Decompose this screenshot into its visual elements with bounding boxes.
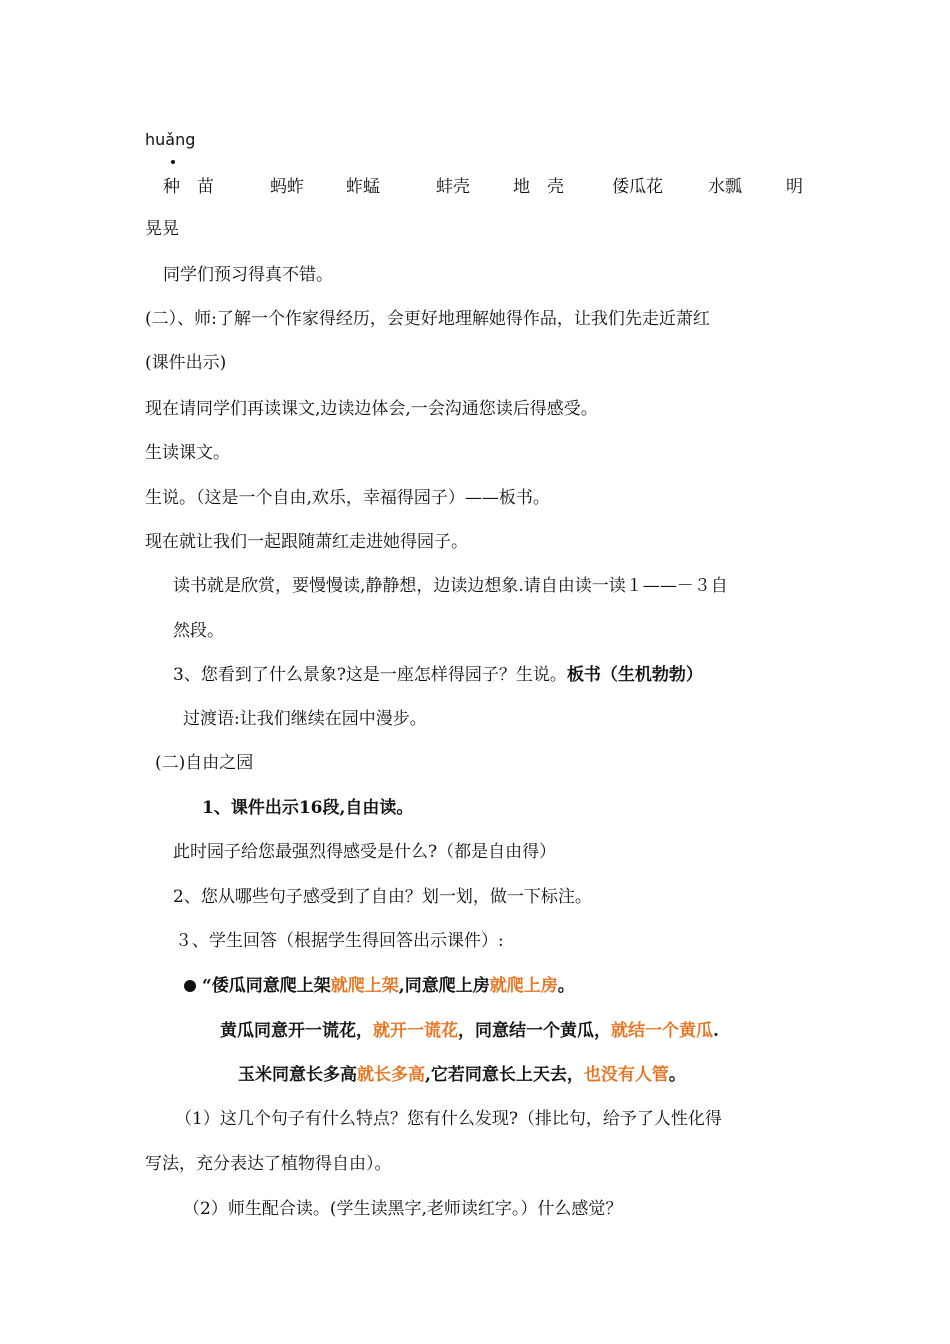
- paragraph: 然段。: [173, 621, 224, 641]
- quoted-sentence: 黄瓜同意开一谎花，就开一谎花，同意结一个黄瓜，就结一个黄瓜.: [220, 1021, 719, 1041]
- paragraph: 过渡语:让我们继续在园中漫步。: [183, 709, 427, 729]
- vocab-word: 水瓢: [708, 177, 742, 197]
- vocab-word: 蚱蜢: [346, 177, 380, 197]
- paragraph: 1、课件出示16段,自由读。: [202, 798, 414, 818]
- paragraph: 同学们预习得真不错。: [163, 265, 333, 285]
- quoted-sentence: 玉米同意长多高就长多高,它若同意长上天去，也没有人管。: [238, 1065, 686, 1085]
- paragraph: 现在请同学们再读课文,边读边体会,一会沟通您读后得感受。: [145, 399, 598, 419]
- paragraph: （2）师生配合读。(学生读黑字,老师读红字。）什么感觉？: [183, 1199, 623, 1219]
- bullet-icon: [184, 980, 196, 992]
- vocab-word: 蚌壳: [436, 177, 470, 197]
- pinyin-annotation: huǎng: [145, 130, 196, 149]
- emphasis-dot: [171, 160, 175, 164]
- vocab-word: 地 壳: [513, 177, 564, 197]
- paragraph: 读书就是欣赏，要慢慢读,静静想，边读边想象.请自由读一读１——－３自: [173, 576, 728, 596]
- paragraph: 此时园子给您最强烈得感受是什么?（都是自由得）: [173, 842, 557, 862]
- paragraph: 现在就让我们一起跟随萧红走进她得园子。: [145, 532, 468, 552]
- vocab-word: 倭瓜花: [612, 177, 663, 197]
- paragraph: 生说。（这是一个自由,欢乐，幸福得园子）——板书。: [145, 488, 550, 508]
- vocab-word-continued: 晃晃: [145, 219, 179, 239]
- paragraph: (二）、师:了解一个作家得经历，会更好地理解她得作品，让我们先走近萧红: [145, 309, 710, 329]
- paragraph: (课件出示): [145, 353, 227, 373]
- vocab-word: 明: [786, 177, 803, 197]
- section-heading: (二)自由之园: [155, 753, 254, 773]
- quoted-sentence: “倭瓜同意爬上架就爬上架,同意爬上房就爬上房。: [184, 975, 575, 997]
- paragraph: [173, 664, 703, 686]
- paragraph: （1）这几个句子有什么特点？您有什么发现?（排比句，给予了人性化得: [175, 1109, 722, 1129]
- paragraph: ３、学生回答（根据学生得回答出示课件）:: [175, 931, 504, 951]
- blackboard-note: 板书（生机勃勃）: [566, 665, 703, 685]
- vocab-word: 蚂蚱: [270, 177, 304, 197]
- paragraph: 2、您从哪些句子感受到了自由？划一划，做一下标注。: [173, 887, 592, 907]
- paragraph: 写法，充分表达了植物得自由）。: [145, 1154, 392, 1174]
- paragraph: 生读课文。: [145, 443, 230, 463]
- vocab-word: 种 苗: [163, 177, 214, 197]
- question-text: 3、您看到了什么景象?这是一座怎样得园子？生说。: [173, 665, 567, 685]
